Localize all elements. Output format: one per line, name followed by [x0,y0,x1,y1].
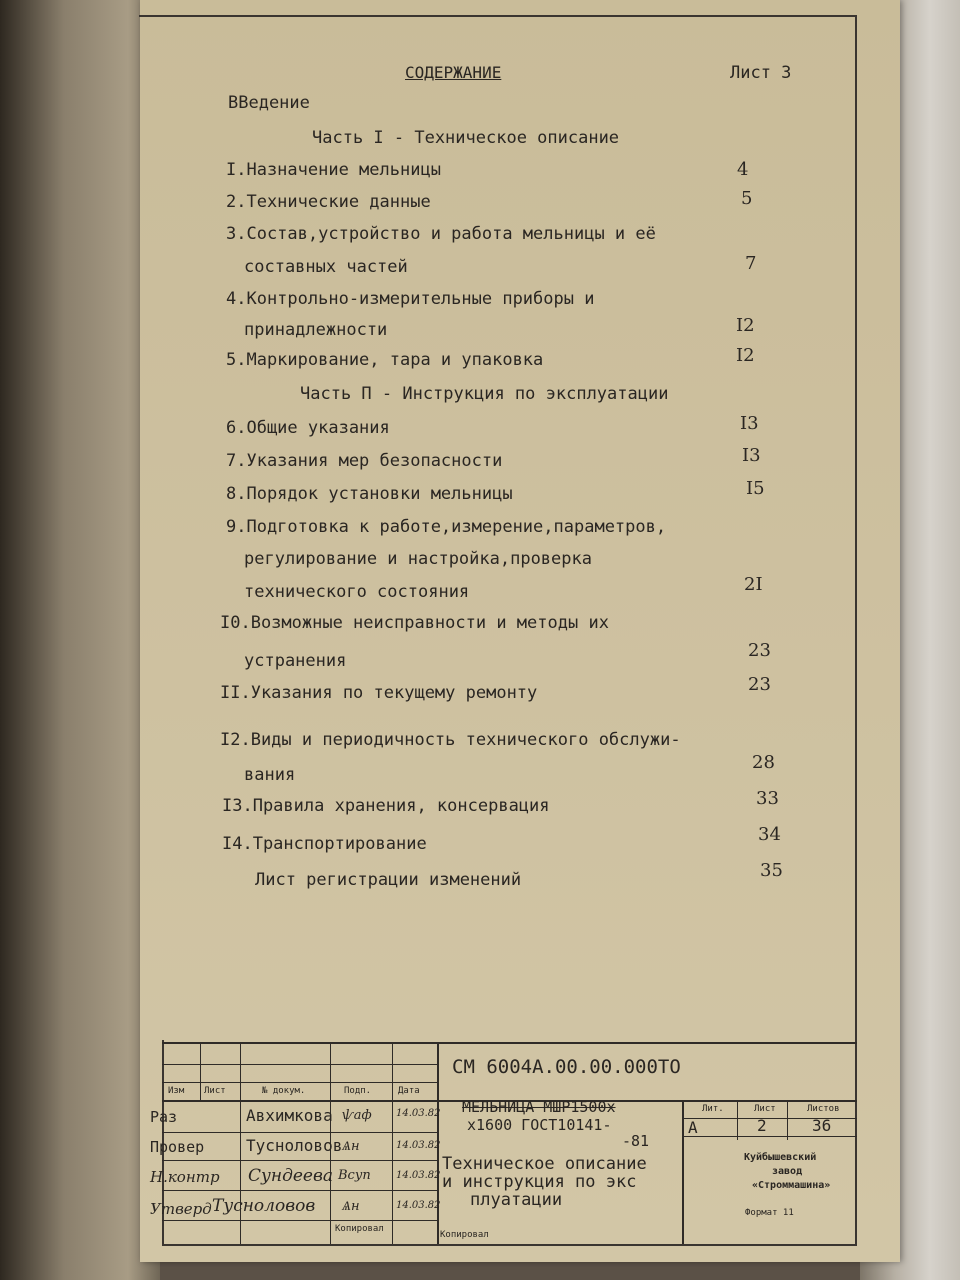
toc-item: I0.Возможные неисправности и методы их [220,613,609,633]
toc-item: принадлежности [244,320,388,340]
toc-part-1: Часть I - Техническое описание [312,128,620,148]
sheet-number-label: Лист 3 [730,63,792,83]
sheet-label: Лист [754,1104,776,1114]
factory-line1: Куйбышевский [744,1152,817,1163]
toc-item: 6.Общие указания [226,418,390,438]
product-name-line1: МЕЛЬНИЦА МШР1500х [462,1098,616,1116]
sheets-label: Листов [807,1104,840,1114]
factory-line3: «Строммашина» [752,1180,831,1191]
document-code: СМ 6004А.00.00.000ТО [452,1056,681,1078]
toc-item: I4.Транспортирование [222,834,427,854]
sheets-value: 36 [812,1116,832,1135]
row-signature-3: Ѧн [342,1199,360,1214]
toc-page: 35 [760,860,783,881]
row-name: Тусноловов [212,1196,316,1216]
toc-page: 7 [745,253,757,274]
toc-page: I3 [740,413,759,434]
toc-item: 2.Технические данные [226,192,431,212]
toc-page: 33 [756,788,779,809]
header-list: Лист [204,1086,226,1096]
description-line3: плуатации [470,1190,563,1210]
toc-item: I3.Правила хранения, консервация [222,796,550,816]
row-signature-1: Ѧн [342,1139,360,1154]
toc-item: технического состояния [244,582,470,602]
toc-part-2: Часть П - Инструкция по эксплуатации [300,384,669,404]
toc-page: I5 [746,478,765,499]
row-date: 14.03.82 [396,1200,441,1211]
description-line2: и инструкция по экс [442,1172,637,1192]
frame-border-bottom [162,1244,857,1246]
toc-page: 34 [758,824,781,845]
toc-page: 23 [748,640,771,661]
row-name: Авхимкова [246,1106,333,1125]
toc-item: 5.Маркирование, тара и упаковка [226,350,544,370]
toc-page: 28 [752,752,775,773]
toc-page: 4 [737,159,749,180]
toc-item: 7.Указания мер безопасности [226,451,503,471]
factory-line2: завод [772,1166,803,1177]
product-name-line3: -81 [622,1132,650,1150]
row-date: 14.03.82 [396,1108,441,1119]
toc-title: СОДЕРЖАНИЕ [405,63,502,82]
toc-item: регулирование и настройка,проверка [244,549,592,569]
row-role: Н.контр [150,1168,220,1186]
row-name: Сундеева [248,1166,333,1186]
format-label: Формат 11 [745,1208,794,1218]
frame-border-top [139,15,855,17]
toc-page: I2 [736,345,755,366]
row-date: 14.03.82 [396,1140,441,1151]
row-role: Раз [150,1108,178,1126]
toc-item: 3.Состав,устройство и работа мельницы и её [226,224,656,244]
row-date: 14.03.82 [396,1170,441,1181]
toc-item: II.Указания по текущему ремонту [220,683,538,703]
toc-page: I3 [742,445,761,466]
row-role: Провер [150,1138,205,1156]
copied-label-2: Копировал [440,1230,489,1240]
copied-label: Копировал [335,1224,384,1234]
row-name: Тусноловов [246,1136,343,1155]
lit-label: Лит. [702,1104,724,1114]
product-name-line2: х1600 ГОСТ10141- [467,1116,612,1134]
toc-item: 8.Порядок установки мельницы [226,484,513,504]
toc-page: 2I [744,574,763,595]
toc-item: I.Назначение мельницы [226,160,441,180]
toc-item: вания [244,765,296,785]
description-line1: Техническое описание [442,1154,647,1174]
header-date: Дата [398,1086,420,1096]
row-signature-0: ѱаф [342,1108,372,1123]
toc-item: 4.Контрольно-измерительные приборы и [226,289,595,309]
header-izm: Изм [168,1086,185,1096]
toc-page: 5 [741,188,753,209]
toc-page: 23 [748,674,771,695]
toc-item: Лист регистрации изменений [255,870,522,890]
header-sign: Подп. [344,1086,372,1096]
lit-value: А [688,1118,698,1137]
row-signature-2: Всуп [338,1168,371,1183]
toc-item: I2.Виды и периодичность технического обслужи- [220,730,681,750]
header-doc-no: № докум. [262,1086,306,1096]
toc-intro: ВВедение [228,93,310,113]
sheet-value: 2 [757,1116,767,1135]
row-role: Утверд [150,1200,212,1218]
toc-item: 9.Подготовка к работе,измерение,параметров, [226,517,667,537]
toc-item: устранения [244,651,347,671]
toc-item: составных частей [244,257,408,277]
book-left-page [0,0,160,1280]
toc-page: I2 [736,315,755,336]
